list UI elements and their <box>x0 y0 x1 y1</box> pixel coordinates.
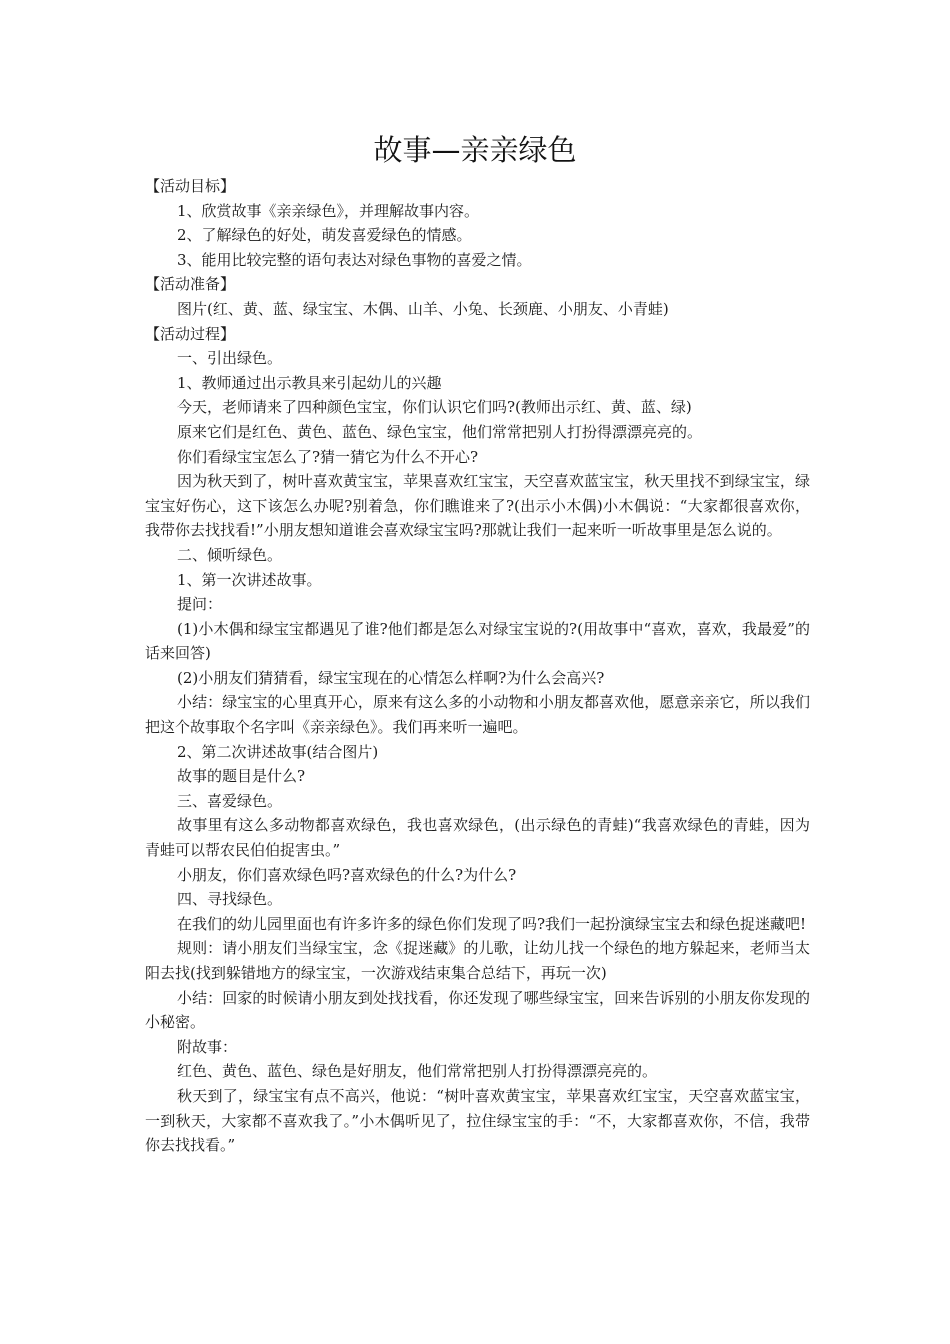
paragraph: 今天，老师请来了四种颜色宝宝，你们认识它们吗?(教师出示红、黄、蓝、绿) <box>177 398 692 417</box>
paragraph: 原来它们是红色、黄色、蓝色、绿色宝宝，他们常常把别人打扮得漂漂亮亮的。 <box>177 422 703 441</box>
section-heading: 【活动过程】 <box>145 324 236 343</box>
paragraph: 二、倾听绿色。 <box>177 545 283 564</box>
paragraph: 秋天到了，绿宝宝有点不高兴，他说：“树叶喜欢黄宝宝，苹果喜欢红宝宝，天空喜欢蓝宝宝，一到秋天，大家都不喜欢我了。”小木偶听见了，拉住绿宝宝的手：“不，大家都喜欢你，不信，我带你去找找看。” <box>145 1086 810 1155</box>
paragraph: (1)小木偶和绿宝宝都遇见了谁?他们都是怎么对绿宝宝说的?(用故事中“喜欢，喜欢，我最爱”的话来回答) <box>145 619 810 663</box>
paragraph: 图片(红、黄、蓝、绿宝宝、木偶、山羊、小兔、长颈鹿、小朋友、小青蛙) <box>177 299 669 318</box>
paragraph: 小朋友，你们喜欢绿色吗?喜欢绿色的什么?为什么? <box>177 865 517 884</box>
document-title: 故事—亲亲绿色 <box>373 133 577 167</box>
document-body <box>145 174 810 1158</box>
paragraph: 3、能用比较完整的语句表达对绿色事物的喜爱之情。 <box>177 250 532 269</box>
paragraph: 规则：请小朋友们当绿宝宝，念《捉迷藏》的儿歌，让幼儿找一个绿色的地方躲起来，老师当太阳去找(找到躲错地方的绿宝宝，一次游戏结束集合总结下，再玩一次) <box>145 939 810 982</box>
paragraph: 故事的题目是什么? <box>177 767 306 786</box>
paragraph: 附故事： <box>177 1037 238 1056</box>
paragraph: 2、第二次讲述故事(结合图片) <box>177 742 379 761</box>
paragraph: 1、第一次讲述故事。 <box>177 570 322 589</box>
paragraph: 2、了解绿色的好处，萌发喜爱绿色的情感。 <box>177 226 472 245</box>
paragraph: 你们看绿宝宝怎么了?猜一猜它为什么不开心? <box>177 447 479 466</box>
paragraph: 在我们的幼儿园里面也有许多许多的绿色你们发现了吗?我们一起扮演绿宝宝去和绿色捉迷藏吧! <box>177 914 807 933</box>
paragraph: 小结：绿宝宝的心里真开心，原来有这么多的小动物和小朋友都喜欢他，愿意亲亲它，所以我们把这个故事取个名字叫《亲亲绿色》。我们再来听一遍吧。 <box>145 693 810 737</box>
paragraph: 故事里有这么多动物都喜欢绿色，我也喜欢绿色，(出示绿色的青蛙)“我喜欢绿色的青蛙，因为青蛙可以帮农民伯伯捉害虫。” <box>145 816 810 860</box>
paragraph: 四、寻找绿色。 <box>177 890 283 909</box>
paragraph: 提问： <box>177 595 223 614</box>
paragraph: (2)小朋友们猜猜看，绿宝宝现在的心情怎么样啊?为什么会高兴? <box>177 668 605 687</box>
section-heading: 【活动目标】 <box>145 177 236 195</box>
paragraph: 三、喜爱绿色。 <box>177 791 283 810</box>
paragraph: 一、引出绿色。 <box>177 349 283 368</box>
paragraph: 1、教师通过出示教具来引起幼儿的兴趣 <box>177 373 442 392</box>
paragraph: 1、欣赏故事《亲亲绿色》，并理解故事内容。 <box>177 201 480 220</box>
paragraph: 小结：回家的时候请小朋友到处找找看，你还发现了哪些绿宝宝，回来告诉别的小朋友你发现的小秘密。 <box>145 988 810 1032</box>
paragraph: 因为秋天到了，树叶喜欢黄宝宝，苹果喜欢红宝宝，天空喜欢蓝宝宝，秋天里找不到绿宝宝，绿宝宝好伤心，这下该怎么办呢?别着急，你们瞧谁来了?(出示小木偶)小木偶说：“大家都很喜欢你，我带你去找找看!”小朋友想知道谁会喜欢绿宝宝吗?那就让我们一起来听一听故事里是怎么说的。 <box>145 472 810 540</box>
paragraph: 红色、黄色、蓝色、绿色是好朋友，他们常常把别人打扮得漂漂亮亮的。 <box>177 1062 658 1081</box>
section-heading: 【活动准备】 <box>145 275 236 294</box>
